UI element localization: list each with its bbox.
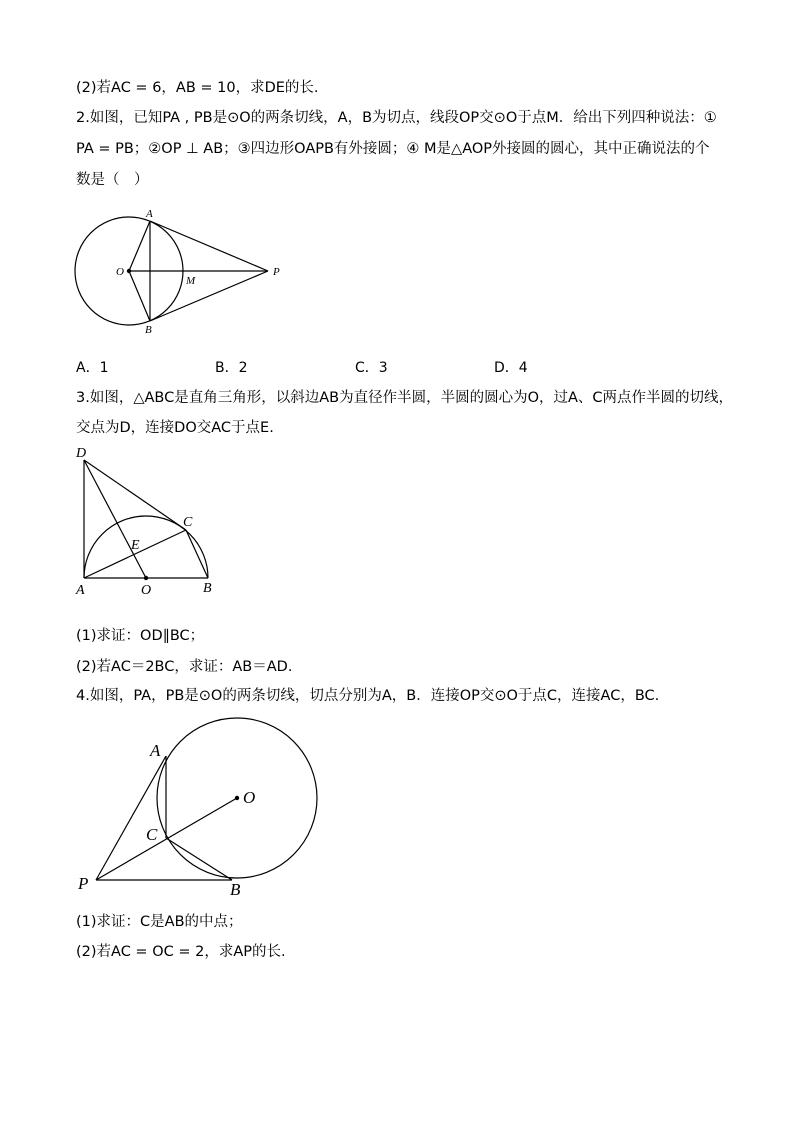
fig3-label-a: A: [150, 741, 161, 760]
q4-part1-text: (1)求证：C是AB的中点；: [76, 914, 243, 930]
fig3-label-c: C: [146, 825, 158, 844]
choice-d[interactable]: D．4: [494, 360, 528, 376]
q3-text-line2: 交点为D，连接DO交AC于点E.: [76, 420, 274, 436]
q2-text-line2: PA = PB；②OP ⊥ AB；③四边形OAPB有外接圆；④ M是△AOP外接圆的圆心，其中正确说法的个: [76, 141, 710, 157]
fig1-label-p: P: [273, 266, 280, 278]
q2-text-line1: 2.如图，已知PA , PB是⊙O的两条切线，A，B为切点，线段OP交⊙O于点M．给出下列四种说法：①: [76, 110, 717, 126]
fig3-label-o: O: [243, 788, 256, 807]
choice-b[interactable]: B．2: [215, 360, 248, 376]
fig1-label-m: M: [186, 275, 196, 287]
fig1-label-o: O: [116, 266, 124, 278]
q3-part1-text: (1)求证：OD∥BC；: [76, 628, 205, 644]
fig1-label-a: A: [146, 208, 153, 220]
q4-text-line1: 4.如图，PA，PB是⊙O的两条切线，切点分别为A，B．连接OP交⊙O于点C，连接AC，BC.: [76, 688, 660, 704]
fig2-label-a: A: [76, 583, 85, 598]
fig3-label-b: B: [230, 880, 241, 899]
fig2-label-o: O: [141, 583, 152, 598]
q4-part2-text: (2)若AC = OC = 2，求AP的长.: [76, 944, 286, 960]
q2-text-line3: 数是（ ）: [76, 172, 149, 188]
fig2-label-c: C: [183, 515, 193, 530]
fig2-label-b: B: [203, 581, 212, 596]
q1-part2-text: (2)若AC = 6，AB = 10，求DE的长.: [76, 80, 319, 96]
choice-c[interactable]: C．3: [355, 360, 388, 376]
choice-a[interactable]: A．1: [76, 360, 109, 376]
fig2-label-e: E: [131, 538, 140, 553]
fig1-label-b: B: [145, 324, 152, 336]
fig2-label-d: D: [76, 446, 87, 461]
q3-text-line1: 3.如图，△ABC是直角三角形，以斜边AB为直径作半圆，半圆的圆心为O，过A、C两点作半圆的切线，: [76, 390, 734, 406]
fig3-label-p: P: [78, 874, 89, 893]
q3-part2-text: (2)若AC＝2BC，求证：AB＝AD.: [76, 659, 293, 675]
